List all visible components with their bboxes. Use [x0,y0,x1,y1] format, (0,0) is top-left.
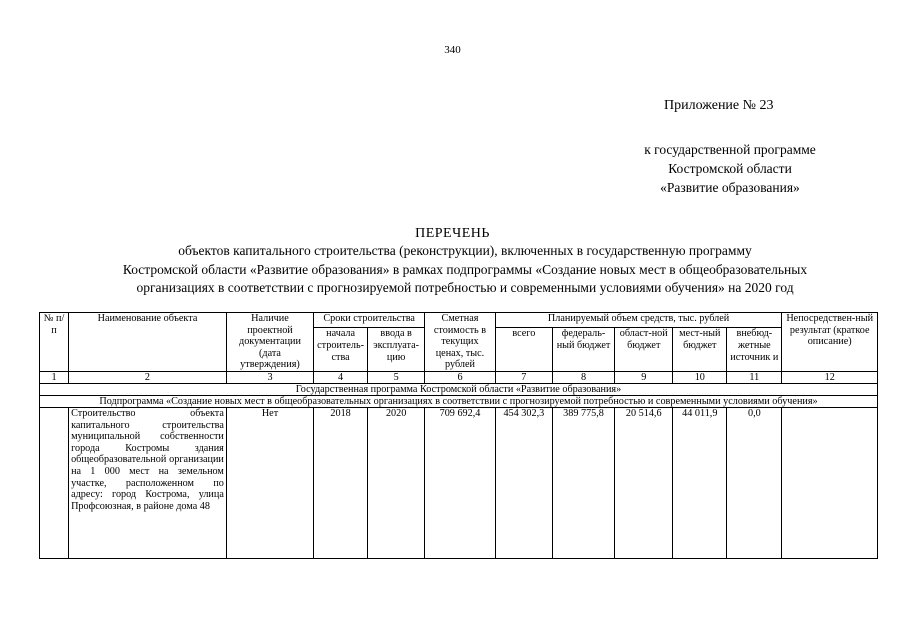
cell-start: 2018 [314,407,368,558]
cell-extra: 0,0 [727,407,782,558]
header-terms: Сроки строительства [314,313,425,328]
column-number: 10 [673,371,727,383]
appendix-reference-line: Костромской области [668,161,792,176]
cell-name: Строительство объекта капитального строительства муниципальной собственности города Костромы здания общеобразовательной организации на 1 000 мест на земельном участке, расположенном по адресу: город Кострома, улица Профсоюзная, в районе дома 48 [69,407,227,558]
column-number: 9 [615,371,673,383]
cell-num [40,407,69,558]
subprogram-row [40,395,878,407]
header-row [40,313,878,328]
cell-total: 454 302,3 [495,407,552,558]
subprogram-title: Подпрограмма «Создание новых мест в общеобразовательных организациях в соответствии с прогнозируемой потребностью и современными условиями обучения» [40,395,878,407]
header-start: начала строитель-ства [314,328,368,372]
header-estimate: Сметная стоимость в текущих ценах, тыс. рублей [425,313,496,372]
appendix-reference [600,140,860,197]
header-federal: федераль-ный бюджет [552,328,614,372]
header-extra: внебюд-жетные источник и [727,328,782,372]
header-result: Непосредствен-ный результат (краткое описание) [782,313,878,372]
column-number: 7 [495,371,552,383]
program-title: Государственная программа Костромской области «Развитие образования» [40,383,878,395]
column-number: 11 [727,371,782,383]
cell-commission: 2020 [368,407,425,558]
page-number: 340 [444,44,461,56]
header-total: всего [495,328,552,372]
cell-estimate: 709 692,4 [425,407,496,558]
subtitle-line: Костромской области «Развитие образования» в рамках подпрограммы «Создание новых мест в общеобразовательных [122,261,808,277]
column-number: 6 [425,371,496,383]
header-planned: Планируемый объем средств, тыс. рублей [495,313,782,328]
header-regional: област-ной бюджет [615,328,673,372]
cell-result [782,407,878,558]
cell-regional: 20 514,6 [615,407,673,558]
header-docs: Наличие проектной документации (дата утверждения) [226,313,313,372]
appendix-label: Приложение № 23 [664,98,774,113]
column-number: 8 [552,371,614,383]
column-number: 1 [40,371,69,383]
cell-local: 44 011,9 [673,407,727,558]
header-num: № п/п [40,313,69,372]
table-row [40,407,878,558]
column-number: 3 [226,371,313,383]
column-number: 5 [368,371,425,383]
column-number: 4 [314,371,368,383]
objects-table [39,312,878,559]
cell-federal: 389 775,8 [552,407,614,558]
document-subtitle [40,242,890,298]
header-commission: ввода в эксплуата-цию [368,328,425,372]
column-number: 2 [69,371,227,383]
appendix-reference-line: «Развитие образования» [660,180,800,195]
document-title: ПЕРЕЧЕНЬ [415,226,490,241]
column-number: 12 [782,371,878,383]
column-number-row [40,371,878,383]
cell-docs: Нет [226,407,313,558]
header-local: мест-ный бюджет [673,328,727,372]
program-row [40,383,878,395]
subtitle-line: организациях в соответствии с прогнозируемой потребностью и современными условиями обучения» на 2020 год [136,280,794,295]
appendix-reference-line: к государственной программе [644,142,816,157]
subtitle-line: объектов капитального строительства (реконструкции), включенных в государственную программу [178,243,752,258]
header-name: Наименование объекта [69,313,227,372]
